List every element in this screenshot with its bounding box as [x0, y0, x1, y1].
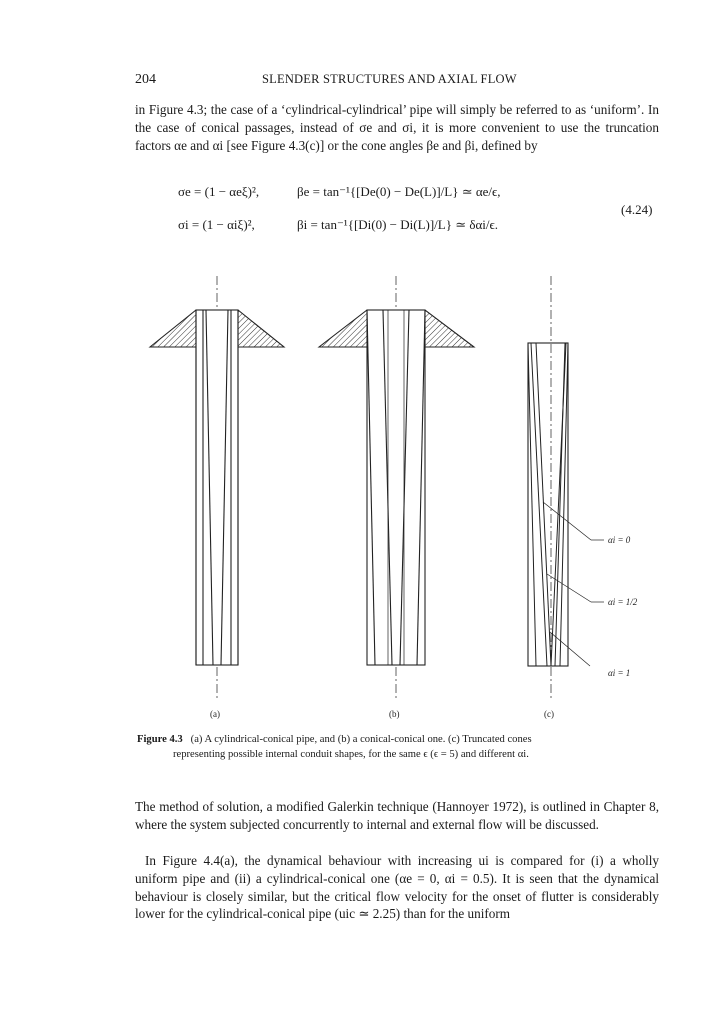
caption-label: Figure 4.3 — [137, 734, 183, 745]
panel-b-label: (b) — [389, 709, 400, 719]
equation-sigma-i: σi = (1 − αiξ)², — [178, 217, 255, 232]
panel-a-pipe — [150, 276, 284, 719]
equation-sigma-e: σe = (1 − αeξ)², — [178, 184, 260, 199]
annotation-alpha-0: αi = 0 — [608, 535, 631, 545]
annotation-alpha-1: αi = 1 — [608, 668, 631, 678]
equation-beta-e: βe = tan⁻¹{[De(0) − De(L)]/L} ≃ αe/ϵ, — [297, 184, 501, 199]
figure-4-3-diagram — [135, 262, 665, 722]
page-number: 204 — [135, 72, 156, 87]
paragraph-2: The method of solution, a modified Galerkin technique (Hannoyer 1972), is outlined in Chapter 8, where the system subjected concurrently to internal and external flow will be discussed. — [135, 799, 659, 832]
panel-a-label: (a) — [210, 709, 220, 719]
running-title: SLENDER STRUCTURES AND AXIAL FLOW — [262, 72, 517, 86]
paragraph-1: in Figure 4.3; the case of a ‘cylindrical-cylindrical’ pipe will simply be referred to as ‘uniform’. In the case of conical passages, instead of σe and σi, it is more convenient to use the truncation factors αe and αi [see Figure 4.3(c)] or the cone angles βe and βi, defined by — [135, 102, 659, 153]
equation-number: (4.24) — [621, 202, 653, 217]
panel-b-pipe — [319, 276, 474, 719]
figure-caption — [137, 733, 659, 762]
caption-text-line1: (a) A cylindrical-conical pipe, and (b) a conical-conical one. (c) Truncated cones — [190, 734, 532, 745]
caption-text-line2: representing possible internal conduit shapes, for the same ϵ (ϵ = 5) and different αi. — [173, 748, 529, 760]
equation-beta-i: βi = tan⁻¹{[Di(0) − Di(L)]/L} ≃ δαi/ϵ. — [297, 217, 499, 232]
panel-c-label: (c) — [544, 709, 554, 719]
annotation-alpha-half: αi = 1/2 — [608, 597, 638, 607]
panel-c-cones — [528, 276, 638, 719]
paragraph-3: In Figure 4.4(a), the dynamical behaviour with increasing ui is compared for (i) a wholly uniform pipe and (ii) a cylindrical-conical one (αe = 0, αi = 0.5). It is seen that the dynamical behaviour is closely similar, but the critical flow velocity for the onset of flutter is considerably lower for the cylindrical-conical pipe (uic ≃ 2.25) than for the uniform — [135, 853, 659, 922]
